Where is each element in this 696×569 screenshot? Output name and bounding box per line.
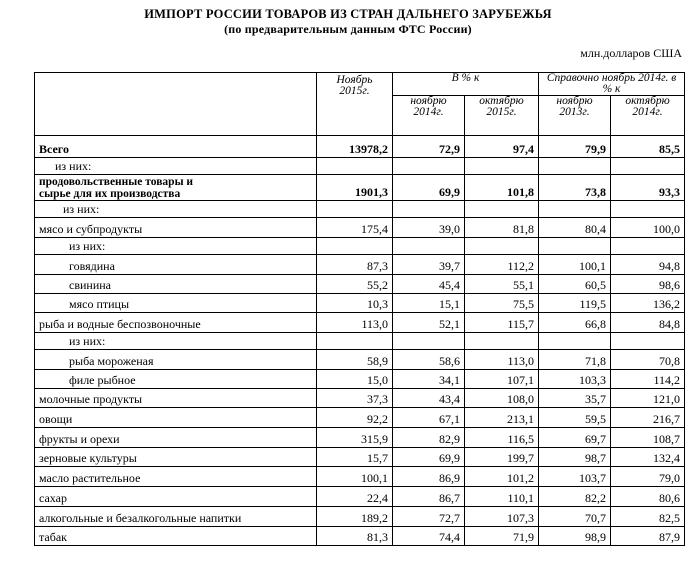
cell-value: 10,3: [317, 294, 393, 313]
cell-pct-oct2015: 116,5: [465, 428, 539, 448]
table-row-note: [35, 201, 685, 218]
table-row-meat: [35, 218, 685, 238]
cell-ref-oct2014: 132,4: [611, 448, 685, 467]
cell-ref-nov2013: 66,8: [539, 313, 611, 333]
header-blank: [35, 73, 317, 136]
cell-pct-oct2015: 55,1: [465, 275, 539, 294]
cell-ref-oct2014: 136,2: [611, 294, 685, 313]
cell-value: 81,3: [317, 527, 393, 546]
table-row-note: [35, 333, 685, 350]
cell-ref-oct2014: 121,0: [611, 389, 685, 408]
row-label-line2: сырье для их производства: [39, 188, 181, 200]
cell-pct-oct2015: 107,1: [465, 370, 539, 389]
cell-ref-oct2014: 216,7: [611, 408, 685, 428]
row-label: филе рыбное: [35, 370, 317, 389]
table-row-fillet: [35, 370, 685, 389]
table-row-drinks: [35, 507, 685, 527]
cell-ref-oct2014: 84,8: [611, 313, 685, 333]
cell-ref-nov2013: 60,5: [539, 275, 611, 294]
cell-ref-oct2014: 79,0: [611, 467, 685, 487]
table-row-note: [35, 238, 685, 255]
cell-value: 13978,2: [317, 136, 393, 158]
cell-ref-nov2013: 119,5: [539, 294, 611, 313]
row-label: рыба мороженая: [35, 350, 317, 370]
table-row-poultry: [35, 294, 685, 313]
cell-pct-nov2014: 15,1: [393, 294, 465, 313]
cell-value: 113,0: [317, 313, 393, 333]
cell-ref-oct2014: 82,5: [611, 507, 685, 527]
table-row-note: [35, 158, 685, 175]
cell-pct-oct2015: 213,1: [465, 408, 539, 428]
table-row-beef: [35, 255, 685, 275]
cell-ref-oct2014: 108,7: [611, 428, 685, 448]
cell-pct-nov2014: 67,1: [393, 408, 465, 428]
cell-value: 1901,3: [317, 175, 393, 201]
cell-pct-oct2015: 107,3: [465, 507, 539, 527]
cell-ref-oct2014: 114,2: [611, 370, 685, 389]
table-row-veg-oil: [35, 467, 685, 487]
cell-ref-nov2013: 70,7: [539, 507, 611, 527]
cell-pct-oct2015: 113,0: [465, 350, 539, 370]
cell-pct-oct2015: 112,2: [465, 255, 539, 275]
cell-ref-nov2013: 82,2: [539, 487, 611, 507]
report-subtitle: (по предварительным данным ФТС России): [224, 22, 472, 36]
cell-ref-nov2013: 35,7: [539, 389, 611, 408]
cell-value: 315,9: [317, 428, 393, 448]
cell-pct-oct2015: 81,8: [465, 218, 539, 238]
note-label: из них:: [35, 238, 317, 255]
row-label: масло растительное: [35, 467, 317, 487]
cell-value: 55,2: [317, 275, 393, 294]
header-pct-nov2014: ноябрю 2014г.: [393, 96, 465, 136]
cell-pct-nov2014: 86,9: [393, 467, 465, 487]
cell-ref-nov2013: 71,8: [539, 350, 611, 370]
table-row-food: [35, 175, 685, 201]
table-row-pork: [35, 275, 685, 294]
cell-ref-nov2013: 59,5: [539, 408, 611, 428]
row-label: свинина: [35, 275, 317, 294]
row-label: овощи: [35, 408, 317, 428]
cell-pct-nov2014: 69,9: [393, 175, 465, 201]
header-pct-group: В % к: [393, 73, 539, 96]
table-row-fruits: [35, 428, 685, 448]
cell-ref-nov2013: 98,9: [539, 527, 611, 546]
cell-ref-oct2014: 94,8: [611, 255, 685, 275]
header-ref-group: Справочно ноябрь 2014г. в % к: [539, 73, 685, 96]
note-label: из них:: [35, 333, 317, 350]
table-row-fish: [35, 313, 685, 333]
row-label: Всего: [35, 136, 317, 158]
cell-pct-oct2015: 101,2: [465, 467, 539, 487]
cell-pct-nov2014: 34,1: [393, 370, 465, 389]
cell-pct-oct2015: 110,1: [465, 487, 539, 507]
cell-pct-nov2014: 72,7: [393, 507, 465, 527]
cell-pct-nov2014: 52,1: [393, 313, 465, 333]
cell-value: 87,3: [317, 255, 393, 275]
row-label: говядина: [35, 255, 317, 275]
row-label: фрукты и орехи: [35, 428, 317, 448]
cell-value: 37,3: [317, 389, 393, 408]
row-label: рыба и водные беспозвоночные: [35, 313, 317, 333]
cell-ref-oct2014: 93,3: [611, 175, 685, 201]
note-label: из них:: [35, 201, 317, 218]
cell-ref-oct2014: 80,6: [611, 487, 685, 507]
cell-ref-nov2013: 80,4: [539, 218, 611, 238]
cell-ref-nov2013: 103,7: [539, 467, 611, 487]
table-row-dairy: [35, 389, 685, 408]
cell-pct-nov2014: 58,6: [393, 350, 465, 370]
cell-pct-nov2014: 39,0: [393, 218, 465, 238]
row-label: алкогольные и безалкогольные напитки: [35, 507, 317, 527]
row-label: зерновые культуры: [35, 448, 317, 467]
cell-value: 22,4: [317, 487, 393, 507]
cell-value: 58,9: [317, 350, 393, 370]
header-ref-oct2014: октябрю 2014г.: [611, 96, 685, 136]
cell-ref-oct2014: 70,8: [611, 350, 685, 370]
cell-pct-oct2015: 199,7: [465, 448, 539, 467]
cell-ref-nov2013: 73,8: [539, 175, 611, 201]
row-label: табак: [35, 527, 317, 546]
cell-pct-oct2015: 115,7: [465, 313, 539, 333]
cell-pct-nov2014: 69,9: [393, 448, 465, 467]
table-row-grain: [35, 448, 685, 467]
cell-ref-oct2014: 85,5: [611, 136, 685, 158]
table-row-sugar: [35, 487, 685, 507]
cell-ref-oct2014: 87,9: [611, 527, 685, 546]
cell-pct-nov2014: 74,4: [393, 527, 465, 546]
cell-pct-nov2014: 72,9: [393, 136, 465, 158]
row-label: мясо и субпродукты: [35, 218, 317, 238]
header-pct-oct2015: октябрю 2015г.: [465, 96, 539, 136]
import-table: [34, 72, 685, 546]
report-title: ИМПОРТ РОССИИ ТОВАРОВ ИЗ СТРАН ДАЛЬНЕГО ЗАРУБЕЖЬЯ: [144, 7, 552, 21]
cell-value: 15,0: [317, 370, 393, 389]
row-label: сахар: [35, 487, 317, 507]
row-label: молочные продукты: [35, 389, 317, 408]
table-row-vegetables: [35, 408, 685, 428]
row-label: мясо птицы: [35, 294, 317, 313]
cell-ref-nov2013: 79,9: [539, 136, 611, 158]
table-row-frozen-fish: [35, 350, 685, 370]
row-label: [35, 175, 317, 201]
cell-ref-oct2014: 100,0: [611, 218, 685, 238]
cell-pct-oct2015: 71,9: [465, 527, 539, 546]
cell-value: 189,2: [317, 507, 393, 527]
row-label-line1: продовольственные товары и: [39, 176, 194, 188]
cell-pct-oct2015: 108,0: [465, 389, 539, 408]
note-label: из них:: [35, 158, 317, 175]
cell-value: 15,7: [317, 448, 393, 467]
cell-ref-nov2013: 103,3: [539, 370, 611, 389]
cell-value: 100,1: [317, 467, 393, 487]
cell-ref-nov2013: 69,7: [539, 428, 611, 448]
cell-ref-nov2013: 98,7: [539, 448, 611, 467]
cell-ref-nov2013: 100,1: [539, 255, 611, 275]
table-row-tobacco: [35, 527, 685, 546]
cell-pct-oct2015: 75,5: [465, 294, 539, 313]
cell-pct-nov2014: 86,7: [393, 487, 465, 507]
header-nov2015: Ноябрь 2015г.: [317, 73, 393, 136]
cell-pct-oct2015: 97,4: [465, 136, 539, 158]
cell-value: 175,4: [317, 218, 393, 238]
header-ref-nov2013: ноябрю 2013г.: [539, 96, 611, 136]
cell-pct-nov2014: 43,4: [393, 389, 465, 408]
cell-pct-oct2015: 101,8: [465, 175, 539, 201]
cell-value: 92,2: [317, 408, 393, 428]
cell-ref-oct2014: 98,6: [611, 275, 685, 294]
cell-pct-nov2014: 39,7: [393, 255, 465, 275]
cell-pct-nov2014: 82,9: [393, 428, 465, 448]
table-row-total: [35, 136, 685, 158]
cell-pct-nov2014: 45,4: [393, 275, 465, 294]
units-label: млн.долларов США: [580, 46, 682, 60]
